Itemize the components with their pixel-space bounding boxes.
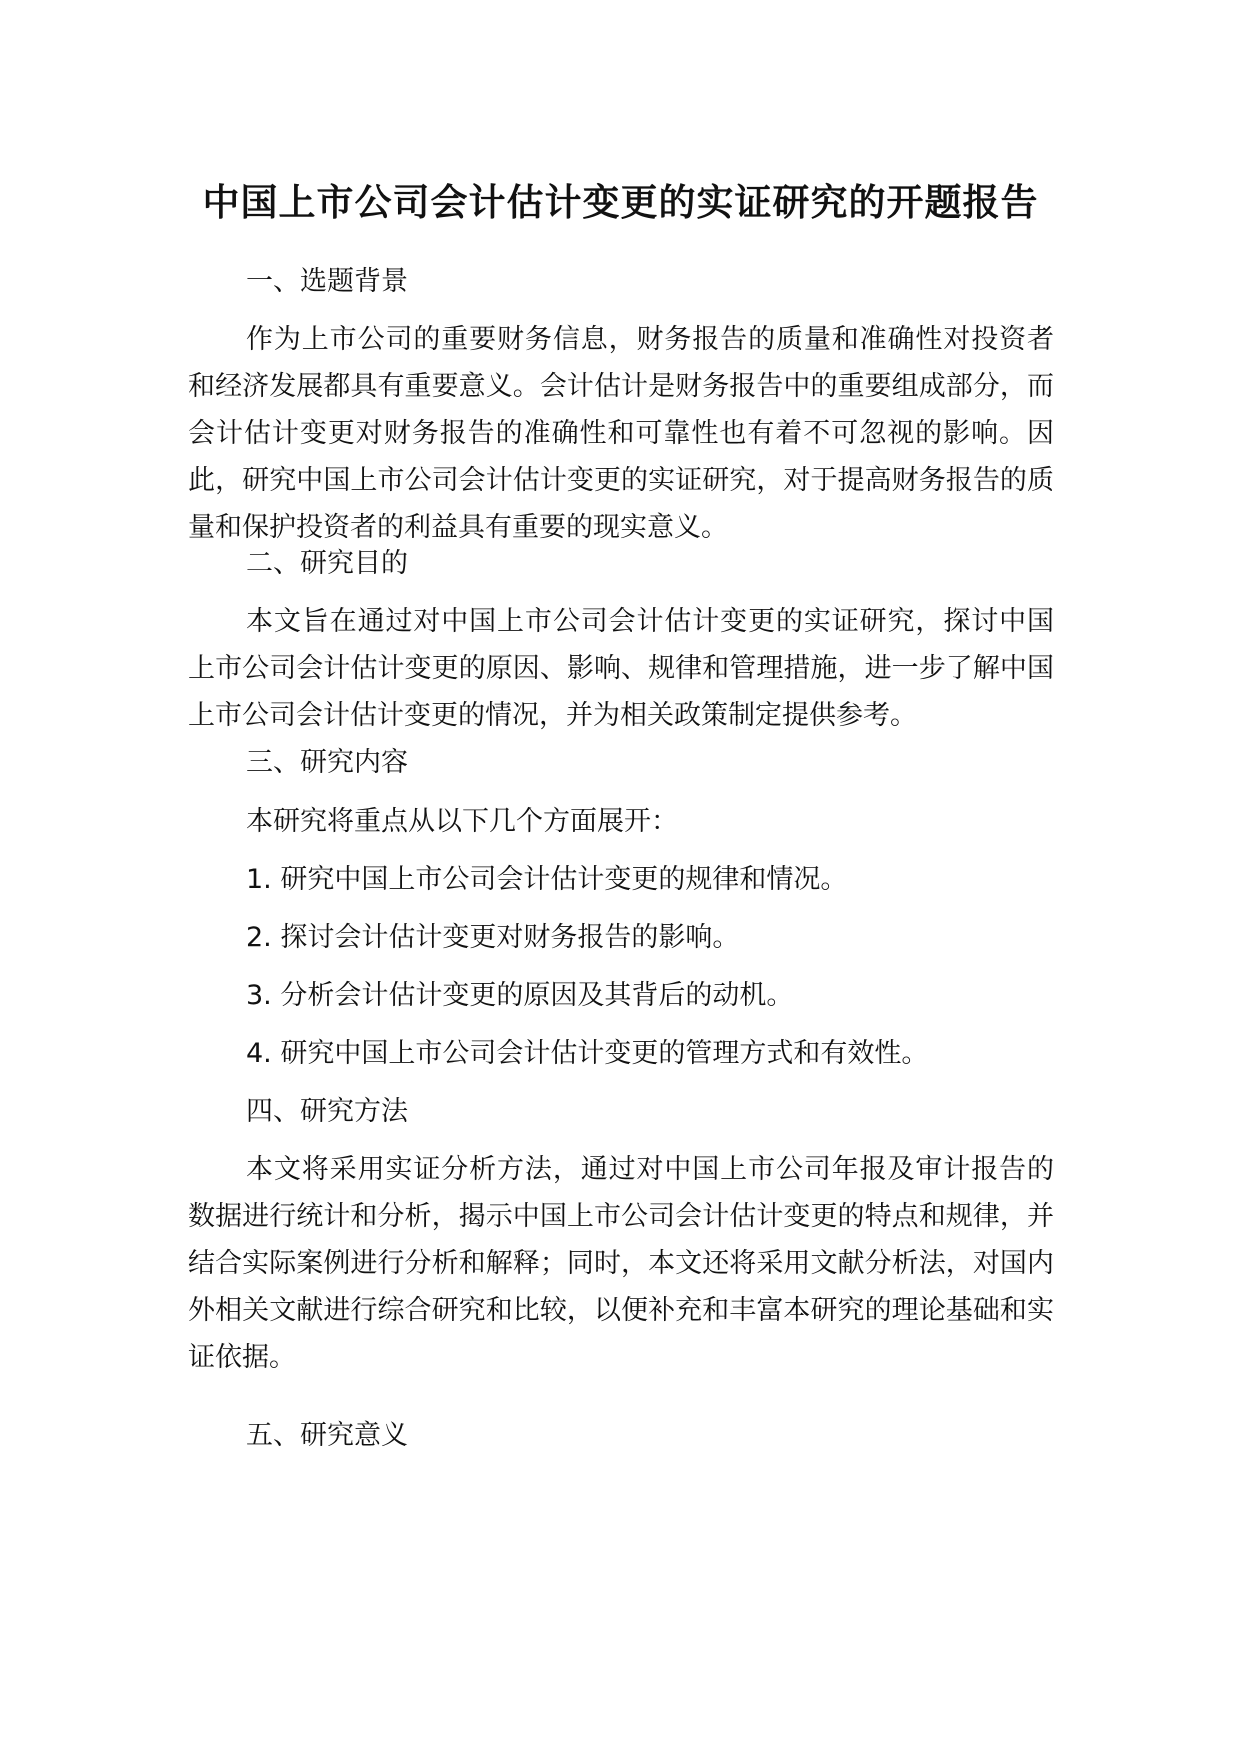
paragraph-method: 本文将采用实证分析方法，通过对中国上市公司年报及审计报告的数据进行统计和分析，揭示中国上市公司会计估计变更的特点和规律，并结合实际案例进行分析和解释；同时，本文还将采用文献分析法，对国内外相关文献进行综合研究和比较，以便补充和丰富本研究的理论基础和实证依据。 [188,1154,1054,1373]
section-heading-background: 一、选题背景 [246,266,408,297]
paragraph-background: 作为上市公司的重要财务信息，财务报告的质量和准确性对投资者和经济发展都具有重要意义。会计估计是财务报告中的重要组成部分，而会计估计变更对财务报告的准确性和可靠性也有着不可忽视的影响。因此，研究中国上市公司会计估计变更的实证研究，对于提高财务报告的质量和保护投资者的利益具有重要的现实意义。 [188,324,1054,543]
section-heading-content: 三、研究内容 [246,747,408,778]
section-heading-significance: 五、研究意义 [246,1420,408,1451]
list-item: 4. 研究中国上市公司会计估计变更的管理方式和有效性。 [246,1038,929,1069]
section-heading-purpose: 二、研究目的 [246,548,408,579]
section-heading-method: 四、研究方法 [246,1096,408,1127]
list-item: 3. 分析会计估计变更的原因及其背后的动机。 [246,980,794,1011]
list-item: 2. 探讨会计估计变更对财务报告的影响。 [246,922,740,953]
document-title: 中国上市公司会计估计变更的实证研究的开题报告 [202,181,1039,224]
paragraph-content-intro: 本研究将重点从以下几个方面展开： [246,806,678,837]
paragraph-purpose: 本文旨在通过对中国上市公司会计估计变更的实证研究，探讨中国上市公司会计估计变更的原因、影响、规律和管理措施，进一步了解中国上市公司会计估计变更的情况，并为相关政策制定提供参考。 [188,606,1054,731]
list-item: 1. 研究中国上市公司会计估计变更的规律和情况。 [246,864,848,895]
